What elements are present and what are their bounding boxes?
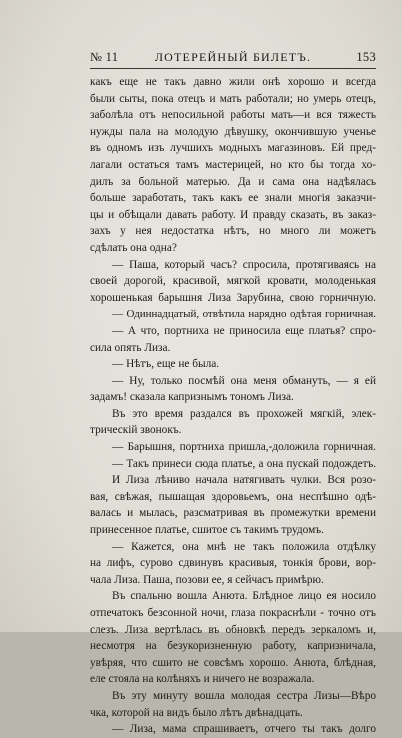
running-title: ЛОТЕРЕЙНЫЙ БИЛЕТЪ. [154, 50, 312, 64]
text-line: лагали остаться тамъ мастерицей, но кто бы тогда хо- [90, 158, 376, 171]
text-line: отпечатокъ безсонной ночи, глаза покраснѣли - точно отъ [90, 607, 376, 619]
text-line: цы и обѣщали давать работу. И правду сказать, въ заказ- [90, 208, 376, 221]
text-line: — А что, портниха не приносила еще платья? спро- [112, 324, 376, 337]
text-line: захъ у нея недостатка нѣтъ, но много ли можетъ [90, 225, 376, 238]
text-line: — Нѣтъ, еще не была. [112, 358, 220, 371]
text-line: сила опять Лиза. [90, 341, 171, 354]
text-line: были сыты, пока отецъ и мать работали; но умерь отецъ, [90, 92, 376, 105]
text-line: задамъ! сказала капризнымъ тономъ Лиза. [90, 391, 294, 404]
text-line: дилъ за больной матерью. Да и сама она надѣялась [90, 175, 376, 188]
text-line: чала Лиза. Паша, позови ее, я сейчасъ примѣрю. [90, 573, 324, 586]
text-line: — Ну, только посмѣй она меня обмануть, — я ей [112, 374, 376, 387]
text-line: въ одномъ изъ лучшихъ модныхъ магазиновъ. Ей пред- [90, 142, 376, 155]
text-line: Въ эту минуту вошла молодая сестра Лизы—Вѣро [112, 689, 376, 702]
text-line: на лифъ, сурово сдвинувъ красивыя, тонкія брови, вор- [90, 557, 376, 570]
text-line: слезъ. Лиза вертѣлась въ обновкѣ передъ зеркаломъ и, [90, 623, 376, 636]
text-line: И Лиза лѣниво начала натягивать чулки. Вся розо- [112, 474, 376, 487]
text-line: — Лиза, мама спрашиваетъ, отчего ты такъ долго [112, 723, 376, 736]
text-line: больше заработать, такъ какъ ее знали многія заказчи- [90, 192, 376, 205]
text-line: хорошенькая барышня Лиза Зарубина, свою горничную. [90, 291, 376, 304]
text-line: своей дорогой, красивой, мягкой кровати, молоденькая [90, 275, 376, 288]
text-line: Въ это время раздался въ прохожей мягкій, элек- [112, 407, 376, 420]
text-line: чка, которой на видъ было лѣтъ двѣнадцать. [90, 706, 303, 719]
text-line: сдѣлать она одна? [90, 241, 177, 254]
body-text [90, 74, 376, 738]
text-line: валась и мылась, разсматривая въ промежутки времени [90, 507, 376, 520]
text-line: трическій звонокъ. [90, 424, 182, 437]
text-line: увѣряя, что сшито не совсѣмъ хорошо. Анюта, блѣдная, [90, 656, 376, 669]
text-line: принесенное платье, сшитое съ такимъ трудомъ. [90, 524, 324, 537]
text-line: нужды пала на молодую дѣвушку, окончившую ученье [90, 125, 376, 138]
header-rule [90, 68, 376, 69]
text-line: еле стояла на колѣняхъ и ничего не возражала. [90, 673, 315, 686]
issue-number: № 11 [90, 50, 119, 64]
text-line: — Одиннадцатый, отвѣтила нарядно одѣтая горничная. [112, 308, 376, 321]
text-line: вая, свѣжая, пышащая здоровьемъ, она неспѣшно одѣ- [90, 490, 376, 503]
text-line: — Такъ принеси сюда платье, а она пускай подождетъ. [112, 457, 376, 470]
text-line: несмотря на безукоризненную работу, капризничала, [90, 640, 376, 653]
page-number: 153 [356, 50, 376, 64]
text-line: заболѣла отъ непосильной работы мать—и вся тяжесть [90, 109, 376, 122]
running-header [90, 50, 376, 68]
text-line: — Барышня, портниха пришла,-доложила горничная. [112, 441, 376, 454]
text-line: — Паша, который часъ? спросила, протягиваясь на [112, 258, 376, 271]
text-line: — Кажется, она мнѣ не такъ положила отдѣлку [112, 540, 376, 553]
text-line: Въ спальню вошла Анюта. Блѣдное лицо ея носило [112, 590, 376, 603]
text-line: какъ еще не такъ давно жили онѣ хорошо и всегда [90, 76, 376, 88]
